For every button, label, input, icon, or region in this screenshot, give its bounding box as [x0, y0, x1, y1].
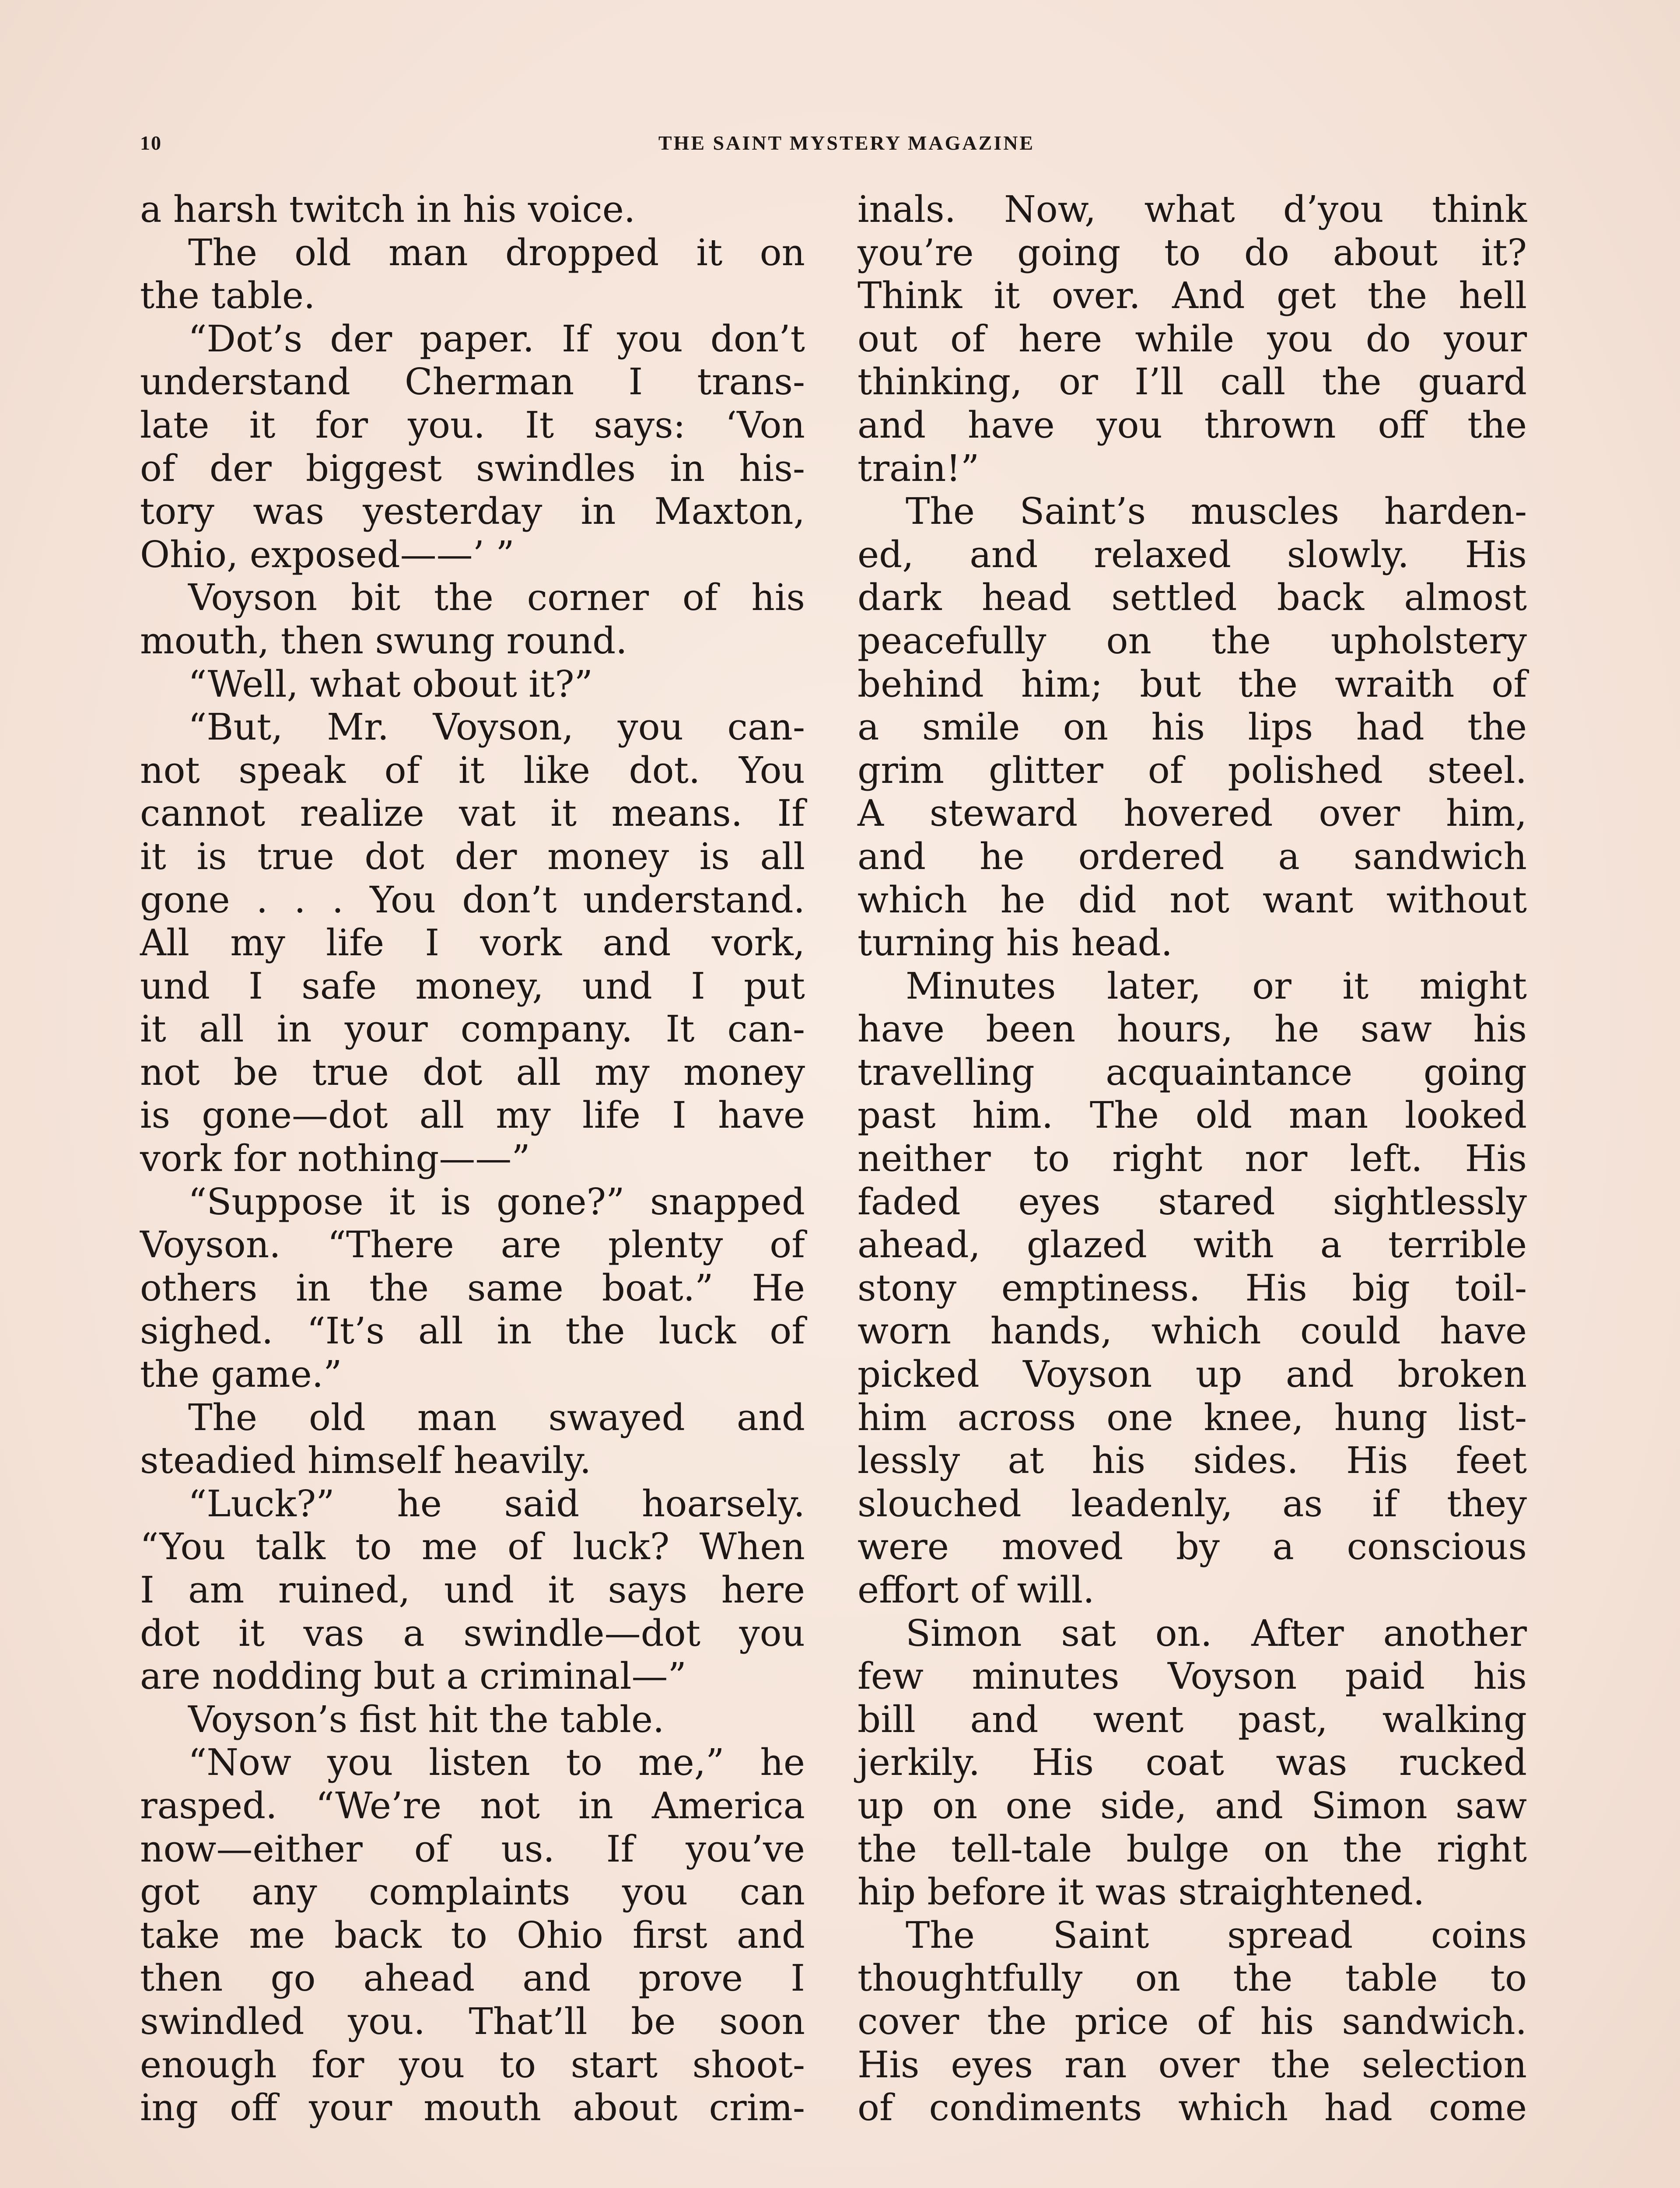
text-line: ed, and relaxed slowly. His: [858, 533, 1527, 576]
right-text-column: [858, 188, 1527, 2130]
text-line: out of here while you do your: [858, 317, 1527, 360]
text-line: and have you thrown off the: [858, 403, 1527, 446]
text-line: ing off your mouth about crim-: [140, 2086, 805, 2129]
text-line: hip before it was straightened.: [858, 1871, 1425, 1914]
text-line: Voyson. “There are plenty of: [140, 1224, 805, 1266]
text-line: “Luck?” he said hoarsely.: [188, 1482, 805, 1525]
text-line: behind him; but the wraith of: [858, 663, 1527, 705]
text-line: him across one knee, hung list-: [858, 1396, 1527, 1439]
text-line: Ohio, exposed——’ ”: [140, 533, 514, 576]
text-line: Minutes later, or it might: [906, 964, 1527, 1007]
text-line: worn hands, which could have: [858, 1310, 1527, 1353]
text-line: cover the price of his sandwich.: [858, 2000, 1527, 2043]
text-line: “But, Mr. Voyson, you can-: [188, 706, 805, 749]
text-line: “Suppose it is gone?” snapped: [188, 1180, 805, 1223]
text-line: which he did not want without: [858, 878, 1527, 921]
text-line: were moved by a conscious: [858, 1525, 1527, 1568]
text-line: The Saint spread coins: [906, 1914, 1527, 1957]
text-line: got any complaints you can: [140, 1871, 805, 1914]
text-line: grim glitter of polished steel.: [858, 749, 1527, 792]
text-line: enough for you to start shoot-: [140, 2043, 805, 2086]
text-line: Voyson bit the corner of his: [188, 576, 805, 619]
text-line: “You talk to me of luck? When: [140, 1525, 805, 1568]
text-line: mouth, then swung round.: [140, 619, 627, 662]
text-line: “Dot’s der paper. If you don’t: [188, 317, 805, 360]
text-line: sighed. “It’s all in the luck of: [140, 1310, 805, 1353]
text-line: All my life I vork and vork,: [140, 922, 805, 964]
text-line: few minutes Voyson paid his: [858, 1655, 1527, 1698]
text-line: take me back to Ohio first and: [140, 1914, 805, 1957]
text-line: tory was yesterday in Maxton,: [140, 490, 805, 533]
text-line: neither to right nor left. His: [858, 1137, 1527, 1180]
text-line: Simon sat on. After another: [906, 1612, 1527, 1655]
text-line: the table.: [140, 274, 315, 317]
text-line: then go ahead and prove I: [140, 1957, 805, 2000]
text-line: His eyes ran over the selection: [858, 2043, 1527, 2086]
text-line: train!”: [858, 447, 980, 490]
text-line: late it for you. It says: ‘Von: [140, 403, 805, 446]
text-line: not be true dot all my money: [140, 1051, 805, 1094]
text-line: ahead, glazed with a terrible: [858, 1224, 1527, 1266]
text-line: peacefully on the upholstery: [858, 619, 1527, 662]
text-line: picked Voyson up and broken: [858, 1353, 1527, 1396]
text-line: you’re going to do about it?: [858, 231, 1527, 274]
text-line: jerkily. His coat was rucked: [858, 1741, 1527, 1784]
text-line: lessly at his sides. His feet: [858, 1439, 1527, 1482]
text-line: of condiments which had come: [858, 2086, 1527, 2129]
text-line: “Now you listen to me,” he: [188, 1741, 805, 1784]
text-line: A steward hovered over him,: [858, 792, 1527, 835]
text-line: have been hours, he saw his: [858, 1008, 1527, 1051]
text-line: now—either of us. If you’ve: [140, 1827, 805, 1870]
text-line: travelling acquaintance going: [858, 1051, 1527, 1094]
text-line: is gone—dot all my life I have: [140, 1094, 805, 1137]
text-line: it all in your company. It can-: [140, 1008, 805, 1051]
running-head: THE SAINT MYSTERY MAGAZINE: [658, 132, 1035, 154]
text-line: a harsh twitch in his voice.: [140, 188, 636, 231]
text-line: The old man swayed and: [188, 1396, 805, 1439]
text-line: “Well, what obout it?”: [188, 663, 593, 705]
text-line: effort of will.: [858, 1569, 1095, 1611]
text-line: of der biggest swindles in his-: [140, 447, 805, 490]
text-line: vork for nothing——”: [140, 1137, 530, 1180]
text-line: inals. Now, what d’you think: [858, 188, 1527, 231]
text-line: I am ruined, und it says here: [140, 1569, 805, 1611]
text-line: thinking, or I’ll call the guard: [858, 361, 1527, 403]
text-line: it is true dot der money is all: [140, 835, 805, 878]
text-line: a smile on his lips had the: [858, 706, 1527, 749]
text-line: are nodding but a criminal—”: [140, 1655, 686, 1698]
text-line: not speak of it like dot. You: [140, 749, 805, 792]
text-line: und I safe money, und I put: [140, 964, 805, 1007]
left-text-column: [140, 188, 805, 2130]
text-line: bill and went past, walking: [858, 1698, 1527, 1741]
text-line: steadied himself heavily.: [140, 1439, 592, 1482]
text-line: The old man dropped it on: [188, 231, 805, 274]
text-line: others in the same boat.” He: [140, 1266, 805, 1309]
text-line: rasped. “We’re not in America: [140, 1784, 805, 1827]
text-line: Think it over. And get the hell: [858, 274, 1527, 317]
text-line: past him. The old man looked: [858, 1094, 1527, 1137]
text-line: thoughtfully on the table to: [858, 1957, 1527, 2000]
text-line: up on one side, and Simon saw: [858, 1784, 1527, 1827]
text-line: stony emptiness. His big toil-: [858, 1266, 1527, 1309]
text-line: gone . . . You don’t understand.: [140, 878, 805, 921]
text-line: the game.”: [140, 1353, 342, 1396]
page-number: 10: [140, 132, 162, 154]
text-line: dot it vas a swindle—dot you: [140, 1612, 805, 1655]
text-line: dark head settled back almost: [858, 576, 1527, 619]
text-line: cannot realize vat it means. If: [140, 792, 805, 835]
text-line: swindled you. That’ll be soon: [140, 2000, 805, 2043]
text-line: and he ordered a sandwich: [858, 835, 1527, 878]
text-line: faded eyes stared sightlessly: [858, 1180, 1527, 1223]
text-line: The Saint’s muscles harden-: [906, 490, 1527, 533]
text-line: understand Cherman I trans-: [140, 361, 805, 403]
text-line: turning his head.: [858, 922, 1173, 964]
page-header: [140, 131, 1553, 171]
text-line: the tell-tale bulge on the right: [858, 1827, 1527, 1870]
text-line: slouched leadenly, as if they: [858, 1482, 1527, 1525]
text-line: Voyson’s fist hit the table.: [188, 1698, 665, 1741]
